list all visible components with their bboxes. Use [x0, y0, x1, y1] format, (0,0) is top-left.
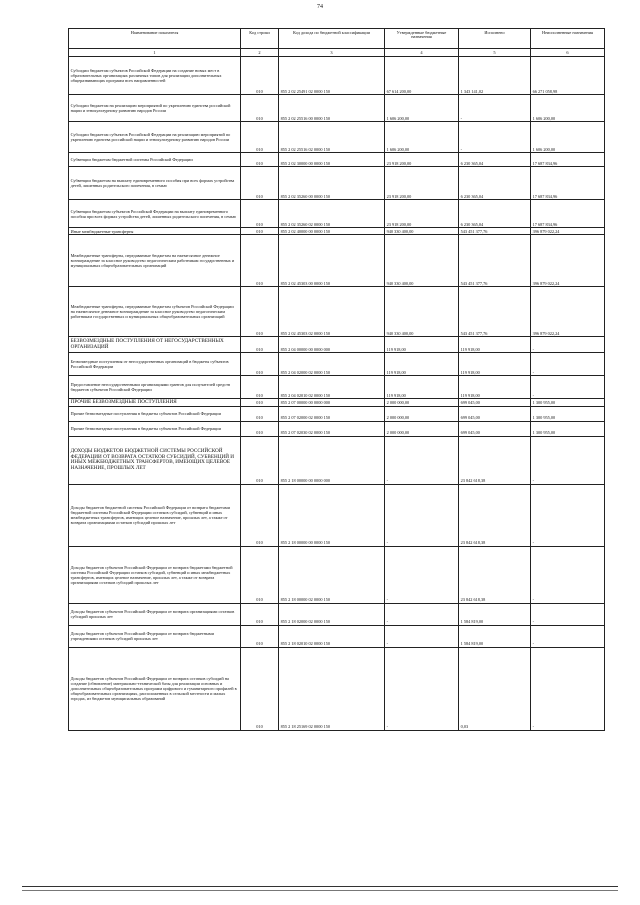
- row-budget-code: 855 2 07 02030 02 0000 150: [279, 421, 385, 436]
- row-line-code: 010: [241, 235, 279, 287]
- row-executed: 1 584 819,00: [459, 625, 531, 647]
- table-header-row: [69, 29, 605, 49]
- table-row: [69, 287, 605, 337]
- row-name: ДОХОДЫ БЮДЖЕТОВ БЮДЖЕТНОЙ СИСТЕМЫ РОССИЙСКОЙ ФЕДЕРАЦИИ ОТ ВОЗВРАТА ОСТАТКОВ СУБСИДИЙ, СУБВЕНЦИЙ И ИНЫХ МЕЖБЮДЖЕТНЫХ ТРАНСФЕРТОВ, ИМЕЮЩИХ ЦЕЛЕВОЕ НАЗНАЧЕНИЕ, ПРОШЛЫХ ЛЕТ: [69, 436, 241, 484]
- row-name: Иные межбюджетные трансферты: [69, 228, 241, 235]
- row-name: Межбюджетные трансферты, передаваемые бюджетам субъектов Российской Федерации на ежемесячное денежное вознаграждение за классное руководство педагогическим работникам государственных и муниципальных общеобразовательных организаций: [69, 287, 241, 337]
- row-remaining: -: [531, 625, 605, 647]
- table-row: [69, 376, 605, 399]
- row-name: Предоставление негосударственными организациями грантов для получателей средств бюджетов субъектов Российской Федерации: [69, 376, 241, 399]
- row-name: Доходы бюджетов бюджетной системы Российской Федерации от возврата бюджетами бюджетной системы Российской Федерации остатков субсидий, субвенций и иных межбюджетных трансфертов, имеющих целевое назначение, прошлых лет, а также от возврата организациями остатков субсидий прошлых лет: [69, 484, 241, 546]
- row-approved: -: [385, 436, 459, 484]
- table-row: [69, 57, 605, 95]
- row-remaining: -: [531, 603, 605, 625]
- row-remaining: 396 879 022,24: [531, 235, 605, 287]
- column-number: 6: [531, 49, 605, 57]
- row-executed: 119 918,00: [459, 337, 531, 353]
- table-row: [69, 235, 605, 287]
- row-budget-code: 855 2 04 00000 00 0000 000: [279, 337, 385, 353]
- row-approved: -: [385, 546, 459, 603]
- row-remaining: -: [531, 376, 605, 399]
- header-approved: Утвержденные бюджетные назначения: [385, 29, 459, 49]
- header-executed: Исполнено: [459, 29, 531, 49]
- row-executed: 6 230 365,04: [459, 167, 531, 200]
- row-approved: 67 614 200,00: [385, 57, 459, 95]
- row-executed: 23 842 618,38: [459, 546, 531, 603]
- row-remaining: 1 300 955,00: [531, 406, 605, 421]
- row-executed: 543 451 377,76: [459, 287, 531, 337]
- table-row: [69, 337, 605, 353]
- row-executed: 699 045,00: [459, 406, 531, 421]
- row-line-code: 010: [241, 153, 279, 167]
- row-approved: 23 918 200,00: [385, 167, 459, 200]
- row-budget-code: 855 2 02 45303 02 0000 150: [279, 287, 385, 337]
- row-executed: 699 045,00: [459, 399, 531, 407]
- column-number: 4: [385, 49, 459, 57]
- row-name: Субвенции бюджетам субъектов Российской Федерации на выплату единовременного пособия при всех формах устройства детей, лишенных родительского попечения, в семью: [69, 200, 241, 228]
- footer-divider: [22, 890, 618, 891]
- table-row: [69, 95, 605, 122]
- header-unexecuted: Неисполненные назначения: [531, 29, 605, 49]
- row-executed: 543 451 377,76: [459, 228, 531, 235]
- row-executed: 0,03: [459, 647, 531, 730]
- header-line-code: Код строки: [241, 29, 279, 49]
- row-executed: 6 230 365,04: [459, 153, 531, 167]
- row-approved: 2 000 000,00: [385, 406, 459, 421]
- row-budget-code: 855 2 02 35260 02 0000 150: [279, 200, 385, 228]
- row-budget-code: 855 2 18 00000 02 0000 150: [279, 546, 385, 603]
- row-remaining: 396 879 022,24: [531, 287, 605, 337]
- column-number: 2: [241, 49, 279, 57]
- table-body: [69, 57, 605, 731]
- row-name: Субсидии бюджетам субъектов Российской Федерации на реализацию мероприятий по укреплению единства российской нации и этнокультурному развитию народов России: [69, 122, 241, 153]
- row-name: Доходы бюджетов субъектов Российской Федерации от возврата остатков субсидий на создание (обновление) материально-технической базы для реализации основных и дополнительных общеобразовательных программ цифрового и гуманитарного профилей в общеобразовательных организациях, расположенных в сельской местности и малых городах, из бюджетов муниципальных образований: [69, 647, 241, 730]
- row-executed: 1 343 141,02: [459, 57, 531, 95]
- row-name: Прочие безвозмездные поступления в бюджеты субъектов Российской Федерации: [69, 406, 241, 421]
- row-executed: 699 045,00: [459, 421, 531, 436]
- table-row: [69, 421, 605, 436]
- row-budget-code: 855 2 18 00000 00 0000 150: [279, 484, 385, 546]
- row-approved: 2 000 000,00: [385, 399, 459, 407]
- row-approved: 940 330 400,00: [385, 235, 459, 287]
- row-budget-code: 855 2 18 00000 00 0000 000: [279, 436, 385, 484]
- row-approved: 1 606 200,00: [385, 95, 459, 122]
- table-row: [69, 399, 605, 407]
- row-remaining: 17 687 834,96: [531, 153, 605, 167]
- row-budget-code: 855 2 04 02000 02 0000 150: [279, 353, 385, 376]
- row-budget-code: 855 2 07 00000 00 0000 000: [279, 399, 385, 407]
- row-remaining: -: [531, 546, 605, 603]
- table-row: [69, 546, 605, 603]
- row-remaining: 1 300 955,00: [531, 421, 605, 436]
- row-budget-code: 855 2 07 02000 02 0000 150: [279, 406, 385, 421]
- row-approved: -: [385, 625, 459, 647]
- row-budget-code: 855 2 02 25516 02 0000 150: [279, 122, 385, 153]
- row-executed: 119 918,00: [459, 353, 531, 376]
- budget-execution-table: [68, 28, 605, 731]
- row-approved: -: [385, 603, 459, 625]
- row-approved: 2 000 000,00: [385, 421, 459, 436]
- row-approved: -: [385, 484, 459, 546]
- row-line-code: 010: [241, 436, 279, 484]
- row-approved: 119 918,00: [385, 376, 459, 399]
- row-remaining: -: [531, 353, 605, 376]
- row-budget-code: 855 2 18 02000 02 0000 150: [279, 603, 385, 625]
- row-name: Субсидии бюджетам субъектов Российской Федерации на создание новых мест в образовательных организациях различных типов для реализации дополнительных общеразвивающих программ всех направленностей: [69, 57, 241, 95]
- table-row: [69, 353, 605, 376]
- row-name: Доходы бюджетов субъектов Российской Федерации от возврата бюджетами бюджетной системы Российской Федерации остатков субсидий, субвенций и иных межбюджетных трансфертов, имеющих целевое назначение, прошлых лет, а также от возврата организациями остатков субсидий прошлых лет: [69, 546, 241, 603]
- table-row: [69, 122, 605, 153]
- row-remaining: 1 300 955,00: [531, 399, 605, 407]
- row-line-code: 010: [241, 603, 279, 625]
- row-line-code: 010: [241, 167, 279, 200]
- row-remaining: 396 879 022,24: [531, 228, 605, 235]
- table-row: [69, 603, 605, 625]
- row-executed: 543 451 377,76: [459, 235, 531, 287]
- row-name: Доходы бюджетов субъектов Российской Федерации от возврата организациями остатков субсидий прошлых лет: [69, 603, 241, 625]
- row-remaining: 66 271 058,98: [531, 57, 605, 95]
- table-row: [69, 153, 605, 167]
- header-name: Наименование показателя: [69, 29, 241, 49]
- row-budget-code: 855 2 02 25516 00 0000 150: [279, 95, 385, 122]
- row-name: Субвенции бюджетам бюджетной системы Российской Федерации: [69, 153, 241, 167]
- row-executed: 119 918,00: [459, 376, 531, 399]
- row-line-code: 010: [241, 122, 279, 153]
- table-row: [69, 228, 605, 235]
- row-remaining: 17 687 834,96: [531, 200, 605, 228]
- row-executed: 23 842 618,38: [459, 484, 531, 546]
- table-row: [69, 436, 605, 484]
- row-line-code: 010: [241, 287, 279, 337]
- row-name: Межбюджетные трансферты, передаваемые бюджетам на ежемесячное денежное вознаграждение за классное руководство педагогическим работникам государственных и муниципальных общеобразовательных организаций: [69, 235, 241, 287]
- row-line-code: 010: [241, 647, 279, 730]
- column-number: 1: [69, 49, 241, 57]
- row-budget-code: 855 2 04 02010 02 0000 150: [279, 376, 385, 399]
- row-name: Прочие безвозмездные поступления в бюджеты субъектов Российской Федерации: [69, 421, 241, 436]
- table-row: [69, 625, 605, 647]
- table-row: [69, 484, 605, 546]
- row-line-code: 010: [241, 57, 279, 95]
- row-budget-code: 855 2 02 30000 00 0000 150: [279, 153, 385, 167]
- row-line-code: 010: [241, 421, 279, 436]
- row-executed: 1 584 819,00: [459, 603, 531, 625]
- page-number: 74: [317, 4, 323, 10]
- row-line-code: 010: [241, 406, 279, 421]
- row-name: БЕЗВОЗМЕЗДНЫЕ ПОСТУПЛЕНИЯ ОТ НЕГОСУДАРСТВЕННЫХ ОРГАНИЗАЦИЙ: [69, 337, 241, 353]
- row-approved: 119 918,00: [385, 353, 459, 376]
- table-row: [69, 406, 605, 421]
- row-approved: 940 330 400,00: [385, 228, 459, 235]
- column-number: 5: [459, 49, 531, 57]
- row-line-code: 010: [241, 353, 279, 376]
- row-line-code: 010: [241, 228, 279, 235]
- row-budget-code: 855 2 02 40000 00 0000 150: [279, 228, 385, 235]
- column-number-row: [69, 49, 605, 57]
- footer-divider: [22, 886, 618, 887]
- row-remaining: -: [531, 484, 605, 546]
- row-executed: -: [459, 95, 531, 122]
- row-remaining: 1 606 200,00: [531, 95, 605, 122]
- row-name: Доходы бюджетов субъектов Российской Федерации от возврата бюджетными учреждениями остатков субсидий прошлых лет: [69, 625, 241, 647]
- table-row: [69, 200, 605, 228]
- row-executed: -: [459, 122, 531, 153]
- row-line-code: 010: [241, 200, 279, 228]
- row-line-code: 010: [241, 337, 279, 353]
- row-line-code: 010: [241, 399, 279, 407]
- row-approved: 1 606 200,00: [385, 122, 459, 153]
- row-line-code: 010: [241, 625, 279, 647]
- row-line-code: 010: [241, 95, 279, 122]
- row-budget-code: 855 2 02 25491 02 0000 150: [279, 57, 385, 95]
- row-approved: 23 918 200,00: [385, 153, 459, 167]
- row-line-code: 010: [241, 546, 279, 603]
- row-line-code: 010: [241, 376, 279, 399]
- column-number: 3: [279, 49, 385, 57]
- row-name: Субсидии бюджетам на реализацию мероприятий по укреплению единства российской нации и этнокультурному развитию народов России: [69, 95, 241, 122]
- row-approved: 940 330 400,00: [385, 287, 459, 337]
- row-executed: 6 230 365,04: [459, 200, 531, 228]
- row-remaining: 1 606 200,00: [531, 122, 605, 153]
- header-budget-code: Код дохода по бюджетной классификации: [279, 29, 385, 49]
- row-budget-code: 855 2 02 35260 00 0000 150: [279, 167, 385, 200]
- table-row: [69, 647, 605, 730]
- row-executed: 23 842 618,38: [459, 436, 531, 484]
- row-remaining: -: [531, 337, 605, 353]
- row-budget-code: 855 2 18 25169 02 0000 150: [279, 647, 385, 730]
- row-remaining: 17 687 834,96: [531, 167, 605, 200]
- row-remaining: -: [531, 436, 605, 484]
- row-name: Субвенции бюджетам на выплату единовременного пособия при всех формах устройства детей, лишенных родительского попечения, в семью: [69, 167, 241, 200]
- row-line-code: 010: [241, 484, 279, 546]
- row-approved: -: [385, 647, 459, 730]
- row-approved: 23 918 200,00: [385, 200, 459, 228]
- row-name: ПРОЧИЕ БЕЗВОЗМЕЗДНЫЕ ПОСТУПЛЕНИЯ: [69, 399, 241, 407]
- row-remaining: -: [531, 647, 605, 730]
- row-approved: 119 918,00: [385, 337, 459, 353]
- row-name: Безвозмездные поступления от негосударственных организаций в бюджеты субъектов Российской Федерации: [69, 353, 241, 376]
- row-budget-code: 855 2 02 45303 00 0000 150: [279, 235, 385, 287]
- row-budget-code: 855 2 18 02010 02 0000 150: [279, 625, 385, 647]
- table-row: [69, 167, 605, 200]
